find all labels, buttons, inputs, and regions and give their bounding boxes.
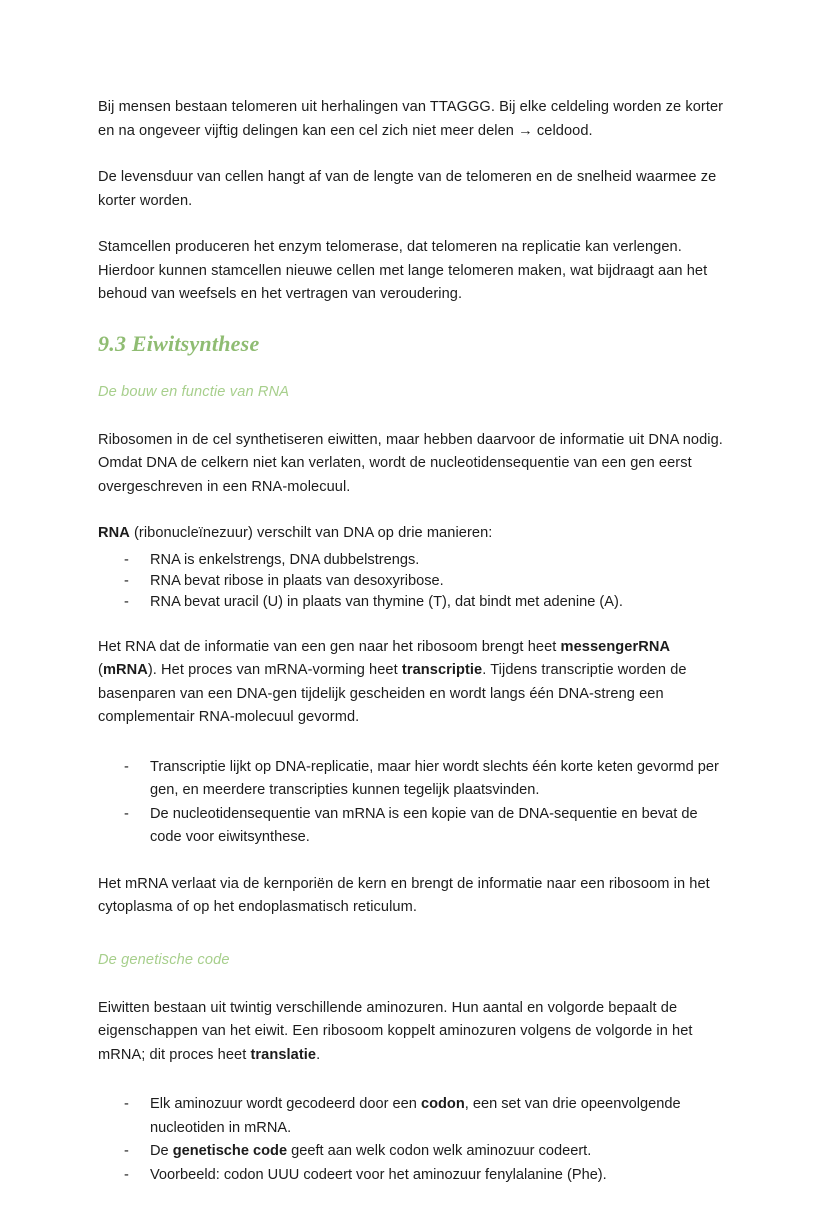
list-item-part1: Elk aminozuur wordt gecodeerd door een bbox=[150, 1096, 421, 1112]
paragraph-ribosomen: Ribosomen in de cel synthetiseren eiwitten, maar hebben daarvoor de informatie uit DNA nodig. Omdat DNA de celkern niet kan verlaten, wordt de nucleotidensequentie van een gen eerst overgeschreven in een RNA-molecuul. bbox=[98, 431, 723, 495]
dash-marker: - bbox=[124, 572, 129, 589]
list-item bbox=[98, 550, 732, 571]
list-item-part1: De bbox=[150, 1143, 173, 1159]
paragraph-levensduur: De levensduur van cellen hangt af van de lengte van de telomeren en de snelheid waarmee ze korter worden. bbox=[98, 169, 717, 209]
list-item bbox=[98, 1164, 732, 1188]
list-item-part2: geeft aan welk codon welk aminozuur codeert. bbox=[287, 1143, 592, 1159]
list-item-label: RNA bevat ribose in plaats van desoxyribose. bbox=[150, 572, 444, 589]
term-codon: codon bbox=[420, 1096, 465, 1112]
section-heading-eiwitsynthese: 9.3 Eiwitsynthese bbox=[98, 330, 260, 356]
paragraph-stamcellen: Stamcellen produceren het enzym telomerase, dat telomeren na replicatie kan verlengen. Hierdoor kunnen stamcellen nieuwe cellen met lange telomeren maken, wat bijdraagt aan het behoud van weefsels en het vertragen van veroudering. bbox=[98, 239, 708, 302]
paragraph-rna-intro bbox=[98, 522, 732, 546]
messenger-part1: Het RNA dat de informatie van een gen naar het ribosoom brengt heet bbox=[98, 638, 561, 655]
list-item bbox=[98, 592, 732, 613]
dash-marker: - bbox=[124, 805, 129, 822]
paragraph-messenger-rna bbox=[98, 636, 732, 730]
term-genetische-code: genetische code bbox=[172, 1143, 288, 1159]
list-item bbox=[98, 803, 732, 850]
term-translatie: translatie bbox=[250, 1046, 317, 1063]
list-item-label: Transcriptie lijkt op DNA-replicatie, maar hier wordt slechts één korte keten gevormd per gen, en meerdere transcripties kunnen tegelijk plaatsvinden. bbox=[150, 758, 719, 798]
dash-marker: - bbox=[124, 1166, 129, 1183]
rna-intro-rest: (ribonucleïnezuur) verschilt van DNA op drie manieren: bbox=[129, 525, 493, 541]
paragraph-kernporien: Het mRNA verlaat via de kernporiën de kern en brengt de informatie naar een ribosoom in het cytoplasma of op het endoplasmatisch reticulum. bbox=[98, 875, 710, 915]
list-item-label: RNA is enkelstrengs, DNA dubbelstrengs. bbox=[150, 551, 420, 568]
dash-marker: - bbox=[124, 593, 129, 610]
list-item-label: De nucleotidensequentie van mRNA is een kopie van de DNA-sequentie en bevat de code voor eiwitsynthese. bbox=[150, 805, 698, 845]
list-genetische-code bbox=[98, 1093, 732, 1187]
list-item bbox=[98, 756, 732, 803]
paragraph-telomeren: Bij mensen bestaan telomeren uit herhalingen van TTAGGG. Bij elke celdeling worden ze korter en na ongeveer vijftig delingen kan een cel zich niet meer delen → celdood. bbox=[98, 99, 724, 139]
messenger-part3: ). Het proces van mRNA-vorming heet bbox=[147, 662, 402, 678]
dash-marker: - bbox=[124, 1096, 129, 1112]
paragraph-eiwitten bbox=[98, 997, 732, 1068]
term-messengerrna: messengerRNA bbox=[560, 638, 671, 655]
term-rna: RNA bbox=[98, 525, 130, 541]
eiwitten-part1: Eiwitten bestaan uit twintig verschillende aminozuren. Hun aantal en volgorde bepaalt de eigenschappen van het eiwit. Een ribosoom koppelt aminozuren volgens de volgorde in het mRNA; dit proces heet bbox=[98, 999, 693, 1063]
messenger-part2: ( bbox=[98, 662, 103, 678]
list-item-part2: , een set van drie opeenvolgende nucleotiden in mRNA. bbox=[150, 1096, 681, 1136]
list-item-label: Voorbeeld: codon UUU codeert voor het aminozuur fenylalanine (Phe). bbox=[150, 1166, 607, 1183]
list-item bbox=[98, 1140, 732, 1164]
eiwitten-part2: . bbox=[316, 1046, 321, 1063]
document-content bbox=[98, 96, 732, 1210]
list-item-label: RNA bevat uracil (U) in plaats van thymine (T), dat bindt met adenine (A). bbox=[150, 593, 623, 610]
term-mrna: mRNA bbox=[102, 662, 148, 678]
dash-marker: - bbox=[124, 551, 129, 568]
messenger-part4: . Tijdens transcriptie worden de basenparen van een DNA-gen tijdelijk gescheiden en wordt langs één DNA-streng een complementair RNA-molecuul gevormd. bbox=[98, 662, 687, 725]
term-transcriptie: transcriptie bbox=[401, 662, 483, 678]
list-item bbox=[98, 571, 732, 592]
list-rna-verschillen bbox=[98, 550, 732, 613]
subheading-genetische-code: De genetische code bbox=[98, 951, 230, 968]
list-transcriptie bbox=[98, 756, 732, 850]
dash-marker: - bbox=[124, 1143, 129, 1159]
subheading-bouw-functie-rna: De bouw en functie van RNA bbox=[98, 383, 290, 400]
dash-marker: - bbox=[124, 758, 129, 775]
list-item bbox=[98, 1093, 732, 1140]
